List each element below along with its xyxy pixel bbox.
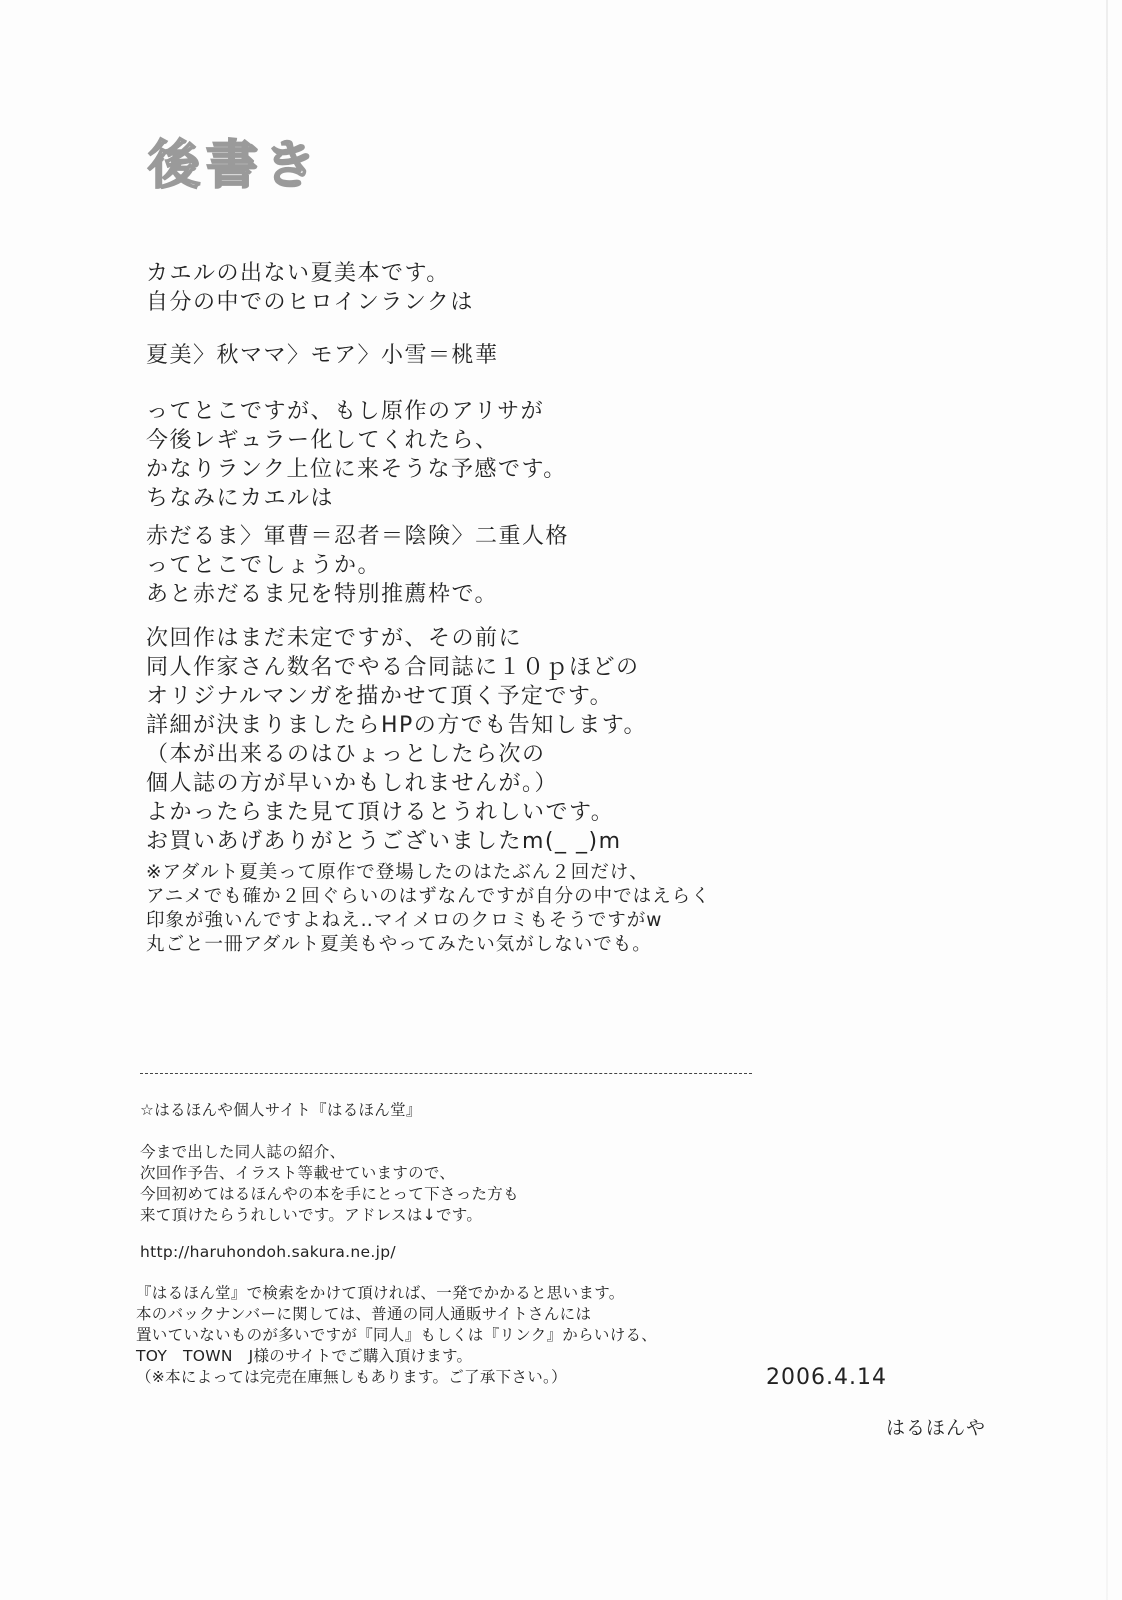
text-line: 個人誌の方が早いかもしれませんが。） bbox=[146, 771, 559, 796]
url-text: http://haruhondoh.sakura.ne.jp/ bbox=[140, 1243, 396, 1261]
text-line: 丸ごと一冊アダルト夏美もやってみたい気がしないでも。 bbox=[146, 934, 652, 955]
text-line: 夏美〉秋ママ〉モア〉小雪＝桃華 bbox=[146, 343, 499, 368]
arisa-paragraph bbox=[146, 397, 567, 513]
text-line: （本が出来るのはひょっとしたら次の bbox=[146, 742, 546, 767]
text-line: ちなみにカエルは bbox=[146, 486, 335, 511]
text-line: ってとこでしょうか。 bbox=[146, 553, 382, 578]
text-line: （※本によっては完売在庫無しもあります。ご了承下さい。） bbox=[136, 1368, 567, 1386]
text-line: 来て頂けたらうれしいです。アドレスは↓です。 bbox=[140, 1206, 483, 1224]
text-line: 印象が強いんですよねえ‥マイメロのクロミもそうですがw bbox=[146, 910, 663, 931]
text-line: アニメでも確か２回ぐらいのはずなんですが自分の中ではえらく bbox=[146, 886, 711, 907]
circle-name: はるほんや bbox=[886, 1417, 987, 1439]
text-line: 次回作予告、イラスト等載せていますので、 bbox=[140, 1164, 456, 1182]
text-line: TOY TOWN J様のサイトでご購入頂けます。 bbox=[136, 1347, 473, 1365]
text-line: ※アダルト夏美って原作で登場したのはたぶん２回だけ、 bbox=[146, 862, 649, 883]
text-line: 次回作はまだ未定ですが、その前に bbox=[146, 626, 523, 651]
text-line: 今回初めてはるほんやの本を手にとって下さった方も bbox=[140, 1185, 519, 1203]
text-line: かなりランク上位に来そうな予感です。 bbox=[146, 457, 567, 482]
text-line: 『はるほん堂』で検索をかけて頂ければ、一発でかかると思います。 bbox=[136, 1284, 625, 1302]
next-work-paragraph bbox=[146, 624, 647, 856]
text-line: 赤だるま〉軍曹＝忍者＝陰険〉二重人格 bbox=[146, 524, 570, 549]
frog-rank-paragraph bbox=[146, 522, 569, 609]
page-title: 後書き bbox=[148, 136, 323, 196]
text-line: 置いていないものが多いですが『同人』もしくは『リンク』からいける、 bbox=[136, 1326, 658, 1344]
section-divider bbox=[140, 1073, 752, 1074]
date-text: 2006.4.14 bbox=[766, 1365, 887, 1390]
text-line: よかったらまた見て頂けるとうれしいです。 bbox=[146, 800, 615, 825]
text-line: 本のバックナンバーに関しては、普通の同人通販サイトさんには bbox=[136, 1305, 592, 1323]
text-line: あと赤だるま兄を特別推薦枠で。 bbox=[146, 582, 499, 607]
text-line: ってとこですが、もし原作のアリサが bbox=[146, 399, 545, 424]
text-line: ☆はるほんや個人サイト『はるほん堂』 bbox=[140, 1101, 422, 1119]
text-line: 同人作家さん数名でやる合同誌に１０ｐほどの bbox=[146, 655, 640, 680]
page-edge bbox=[1106, 0, 1108, 1600]
footnote bbox=[146, 861, 711, 957]
site-url bbox=[140, 1242, 396, 1263]
site-heading bbox=[140, 1100, 422, 1121]
intro-paragraph bbox=[146, 259, 474, 317]
site-description bbox=[140, 1142, 519, 1226]
search-info bbox=[136, 1283, 657, 1388]
text-line: お買いあげありがとうございましたm(_ _)m bbox=[146, 829, 622, 854]
text-line: 自分の中でのヒロインランクは bbox=[146, 290, 474, 315]
text-line: 今後レギュラー化してくれたら、 bbox=[146, 428, 499, 453]
text-line: 今まで出した同人誌の紹介、 bbox=[140, 1143, 346, 1161]
text-line: カエルの出ない夏美本です。 bbox=[146, 261, 450, 286]
text-line: 詳細が決まりましたらHPの方でも告知します。 bbox=[146, 713, 648, 738]
text-line: オリジナルマンガを描かせて頂く予定です。 bbox=[146, 684, 614, 709]
heroine-rank bbox=[146, 341, 499, 370]
